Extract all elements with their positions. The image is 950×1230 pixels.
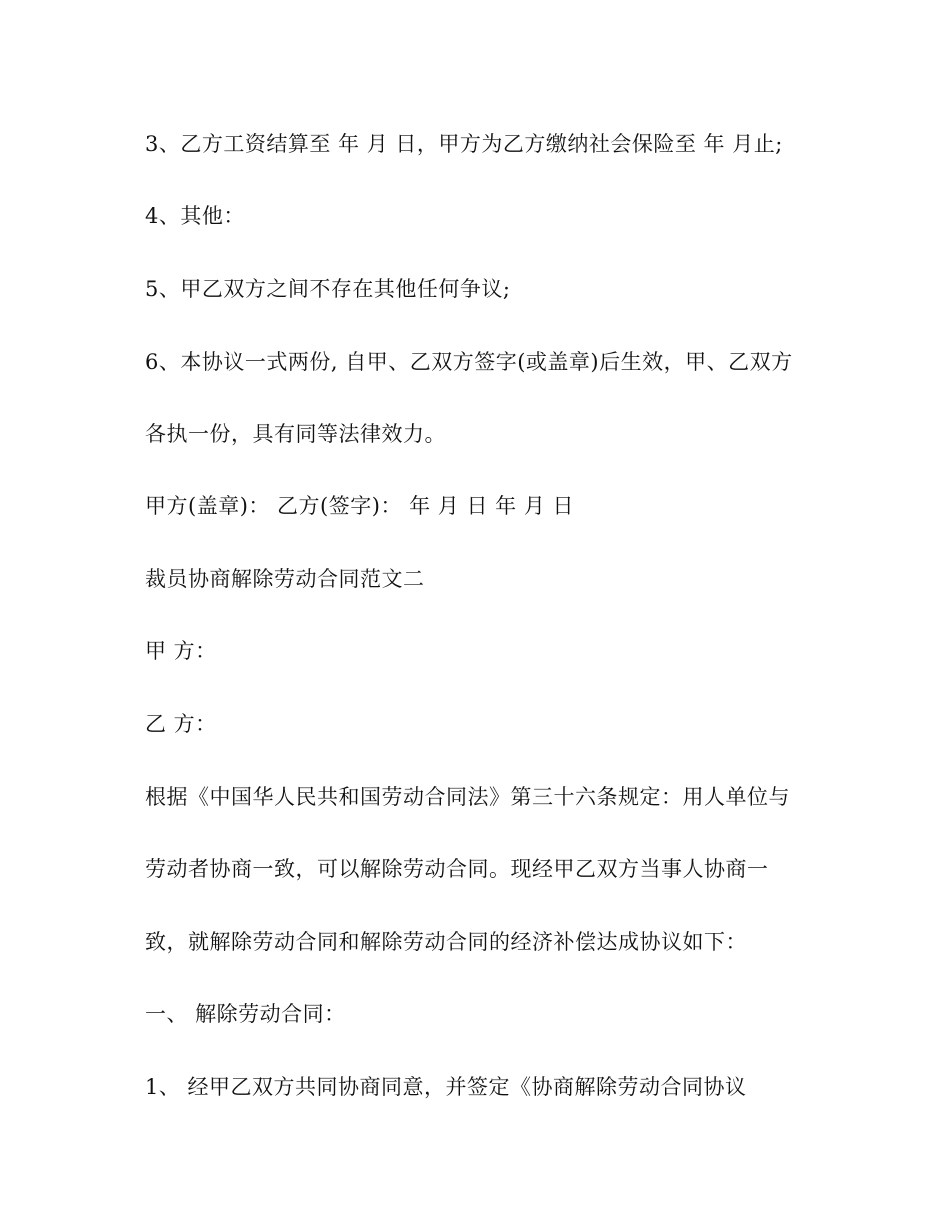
party-a-label: 甲 方：	[145, 639, 217, 663]
preamble-line-1: 根据《中国华人民共和国劳动合同法》第三十六条规定：用人单位与	[145, 785, 790, 809]
clause-5-text: 5、甲乙双方之间不存在其他任何争议;	[145, 277, 511, 301]
clause-6-continuation: 各执一份，具有同等法律效力。	[145, 422, 446, 446]
section-title: 裁员协商解除劳动合同范文二	[145, 567, 425, 591]
item-1-text: 1、 经甲乙双方共同协商同意，并签定《协商解除劳动合同协议	[145, 1075, 747, 1099]
preamble-line-2: 劳动者协商一致，可以解除劳动合同。现经甲乙双方当事人协商一	[145, 857, 769, 881]
party-b-label: 乙 方：	[145, 712, 217, 736]
preamble-line-3: 致，就解除劳动合同和解除劳动合同的经济补偿达成协议如下：	[145, 930, 747, 954]
signature-line: 甲方(盖章)： 乙方(签字)： 年 月 日 年 月 日	[145, 494, 574, 518]
clause-6-text: 6、本协议一式两份, 自甲、乙双方签字(或盖章)后生效，甲、乙双方	[145, 350, 793, 374]
heading-terminate-contract: 一、 解除劳动合同：	[145, 1002, 346, 1026]
clause-3-text: 3、乙方工资结算至 年 月 日，甲方为乙方缴纳社会保险至 年 月止;	[145, 132, 783, 156]
clause-4-text: 4、其他：	[145, 204, 245, 228]
